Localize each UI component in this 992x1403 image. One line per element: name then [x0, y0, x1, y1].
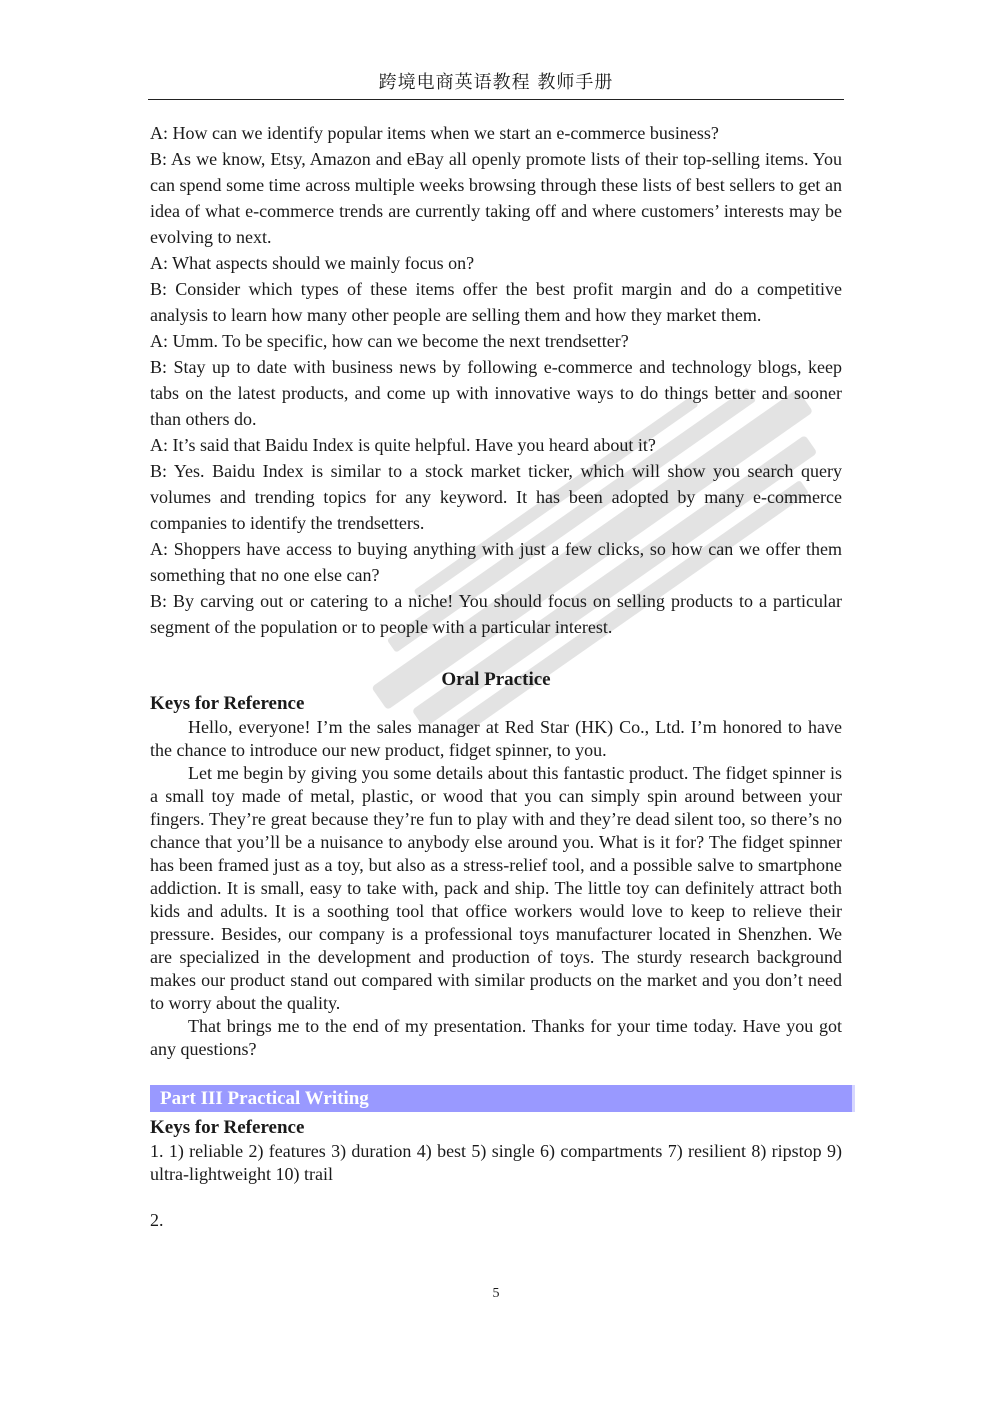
oral-practice-title: Oral Practice: [441, 669, 551, 690]
dialogue-line: A: How can we identify popular items when we start an e-commerce business?: [150, 123, 719, 143]
page-number: 5: [492, 1286, 500, 1301]
dialogue-line: A: Umm. To be specific, how can we become the next trendsetter?: [150, 331, 629, 351]
answer-item-2: 2.: [150, 1210, 164, 1230]
dialogue-section: [150, 120, 842, 640]
dialogue-line: B: As we know, Etsy, Amazon and eBay all openly promote lists of their top-selling items. You can spend some time across multiple weeks browsing through these lists of best sellers to get an idea of what e-commerce trends are currently taking off and where customers’ interests may be evolving to next.: [150, 149, 842, 247]
dialogue-line: A: What aspects should we mainly focus on?: [150, 253, 475, 273]
speech-paragraph: Hello, everyone! I’m the sales manager at Red Star (HK) Co., Ltd. I’m honored to have the chance to introduce our new product, fidget spinner, to you.: [150, 717, 842, 760]
dialogue-line: B: Stay up to date with business news by following e-commerce and technology blogs, keep tabs on the latest products, and come up with innovative ways to do things better and sooner than others do.: [150, 357, 842, 429]
page-content: [150, 120, 842, 1232]
speech-paragraph: That brings me to the end of my presentation. Thanks for your time today. Have you got any questions?: [150, 1016, 842, 1059]
dialogue-line: A: It’s said that Baidu Index is quite helpful. Have you heard about it?: [150, 435, 656, 455]
answer-list-1: 1. 1) reliable 2) features 3) duration 4) best 5) single 6) compartments 7) resilient 8) ripstop 9) ultra-lightweight 10) trail: [150, 1141, 842, 1184]
speech-paragraph: Let me begin by giving you some details about this fantastic product. The fidget spinner is a small toy made of metal, plastic, or wood that you can simply spin around between your fingers. They’re great because they’re fun to play with and they’re dead silent too, so there’s no chance that you’ll be a nuisance to anybody else around you. What is it for? The fidget spinner has been framed just as a toy, but also as a stress-relief tool, and a possible salve to smartphone addiction. It is small, easy to take with, pack and ship. The little toy can definitely attract both kids and adults. It is a soothing tool that office workers would love to keep to relieve their pressure. Besides, our company is a professional toys manufacturer located in Shenzhen. We are specialized in the development and production of toys. The sturdy research background makes our product stand out compared with similar products on the market and you don’t need to worry about the quality.: [150, 763, 842, 1013]
oral-practice-speech: [150, 716, 842, 1061]
oral-keys-heading: Keys for Reference: [150, 693, 305, 714]
dialogue-line: B: Consider which types of these items offer the best profit margin and do a competitive analysis to learn how many other people are selling them and how they market them.: [150, 279, 842, 325]
dialogue-line: B: By carving out or catering to a niche! You should focus on selling products to a particular segment of the population or to people with a particular interest.: [150, 591, 842, 637]
section-heading-practical-writing: Part III Practical Writing: [150, 1085, 855, 1112]
running-header: 跨境电商英语教程 教师手册: [148, 70, 844, 100]
dialogue-line: B: Yes. Baidu Index is similar to a stock market ticker, which will show you search query volumes and trending topics for any keyword. It has been adopted by many e-commerce companies to identify the trendsetters.: [150, 461, 842, 533]
writing-keys-heading: Keys for Reference: [150, 1117, 305, 1138]
dialogue-line: A: Shoppers have access to buying anything with just a few clicks, so how can we offer them something that no one else can?: [150, 539, 842, 585]
